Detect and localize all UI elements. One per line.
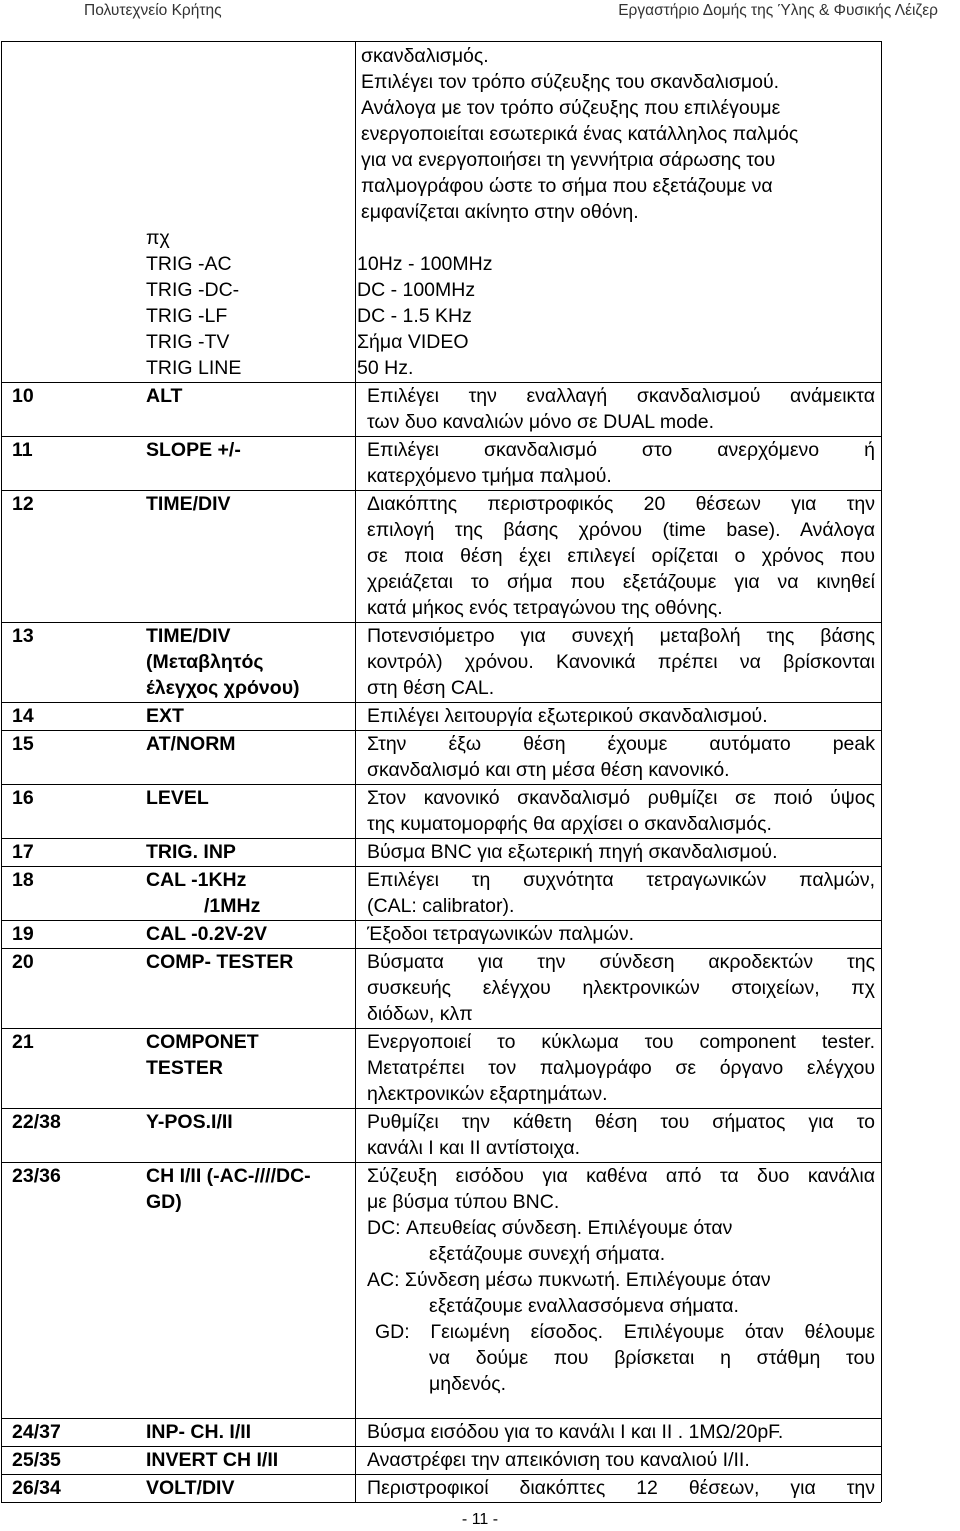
description-line: με βύσμα τύπου BNC. [367, 1191, 560, 1213]
control-name: SLOPE +/- [146, 439, 241, 461]
continuation-text-line: Επιλέγει τον τρόπο σύζευξης του σκανδαλισμού. [361, 71, 780, 93]
control-name: /1MHz [204, 895, 261, 917]
control-description [367, 731, 875, 783]
description-line: Επιλέγει λειτουργία εξωτερικού σκανδαλισμού. [367, 705, 768, 727]
row-number: 26/34 [12, 1477, 61, 1499]
column-divider [355, 41, 356, 382]
column-divider [355, 622, 356, 702]
column-divider [355, 436, 356, 490]
column-divider [355, 730, 356, 784]
trig-mode-name: TRIG -DC- [146, 279, 240, 301]
description-line: Μετατρέπει τον παλμογράφο σε όργανο ελέγχου [367, 1057, 875, 1079]
description-line: Σύζευξη εισόδου για καθένα από τα δυο κανάλια [367, 1165, 875, 1187]
description-line: Έξοδοι τετραγωνικών παλμών. [367, 923, 635, 945]
table-right-border [881, 702, 882, 730]
table-right-border [881, 490, 882, 622]
row-number: 18 [12, 869, 34, 891]
continuation-text-line: ενεργοποιείται εσωτερικά ένας κατάλληλος παλμός [361, 123, 799, 145]
description-line: εξετάζουμε εναλλασσόμενα σήματα. [429, 1295, 739, 1317]
table-right-border [881, 1028, 882, 1108]
table-left-border [1, 866, 2, 920]
description-line: μηδενός. [429, 1373, 507, 1395]
continuation-text-line: σκανδαλισμός. [361, 45, 489, 67]
description-line: σκανδαλισμό και στη μέσα θέση κανονικό. [367, 759, 730, 781]
description-line: κατά μήκος ενός τετραγώνου της οθόνης. [367, 597, 723, 619]
table-top-border [1, 41, 881, 42]
trig-mode-name: TRIG -TV [146, 331, 230, 353]
trig-mode-name: TRIG LINE [146, 357, 242, 379]
table-left-border [1, 948, 2, 1028]
table-left-border [1, 1028, 2, 1108]
table-right-border [881, 622, 882, 702]
table-left-border [1, 730, 2, 784]
description-line: GD: Γειωμένη είσοδος. Επιλέγουμε όταν θέλουμε [375, 1321, 875, 1343]
description-line: κοντρόλ) χρόνου. Κανονικά πρέπει να βρίσκονται [367, 651, 875, 673]
trig-mode-range: 50 Hz. [357, 357, 414, 379]
description-line: Ποτενσιόμετρο για συνεχή μεταβολή της βάσης [367, 625, 875, 647]
table-left-border [1, 920, 2, 948]
description-line: διόδων, κλπ [367, 1003, 473, 1025]
description-line: Επιλέγει τη συχνότητα τετραγωνικών παλμών, [367, 869, 875, 891]
row-number: 25/35 [12, 1449, 61, 1471]
description-line: Περιστροφικοί διακόπτες 12 θέσεων, για την [367, 1477, 875, 1499]
control-description [367, 949, 875, 1027]
description-line: της κυματομορφής θα αρχίσει ο σκανδαλισμός. [367, 813, 772, 835]
table-bottom-border [1, 1502, 881, 1503]
description-line: Στον κανονικό σκανδαλισμό ρυθμίζει σε ποιό ύψος [367, 787, 875, 809]
row-number: 21 [12, 1031, 34, 1053]
control-name: INP- CH. I/II [146, 1421, 252, 1443]
control-description [367, 921, 875, 947]
table-left-border [1, 41, 2, 382]
table-right-border [881, 920, 882, 948]
control-name: COMP- TESTER [146, 951, 294, 973]
control-name: EXT [146, 705, 184, 727]
description-line: συσκευής ελέγχου ηλεκτρονικών στοιχείων, πχ [367, 977, 875, 999]
row-number: 16 [12, 787, 34, 809]
table-left-border [1, 1446, 2, 1474]
control-name: έλεγχος χρόνου) [146, 677, 300, 699]
row-number: 23/36 [12, 1165, 61, 1187]
control-name: CH I/II (-AC-////DC- [146, 1165, 311, 1187]
row-number: 14 [12, 705, 34, 727]
control-description [367, 703, 875, 729]
control-name: ALT [146, 385, 183, 407]
description-line: ηλεκτρονικών εξαρτημάτων. [367, 1083, 608, 1105]
control-description [367, 623, 875, 701]
table-right-border [881, 1108, 882, 1162]
row-number: 10 [12, 385, 34, 407]
column-divider [355, 1418, 356, 1446]
control-description [367, 1447, 875, 1473]
description-line: Ρυθμίζει την κάθετη θέση του σήματος για το [367, 1111, 875, 1133]
description-line: Διακόπτης περιστροφικός 20 θέσεων για την [367, 493, 875, 515]
row-number: 12 [12, 493, 34, 515]
table-left-border [1, 382, 2, 436]
control-name: (Μεταβλητός [146, 651, 264, 673]
row-number: 13 [12, 625, 34, 647]
control-description [367, 785, 875, 837]
row-number: 15 [12, 733, 34, 755]
table-right-border [881, 1446, 882, 1474]
column-divider [355, 702, 356, 730]
table-left-border [1, 838, 2, 866]
description-line: Επιλέγει την εναλλαγή σκανδαλισμού ανάμεικτα [367, 385, 875, 407]
description-line: Επιλέγει σκανδαλισμό στο ανερχόμενο ή [367, 439, 875, 461]
description-line: των δυο καναλιών μόνο σε DUAL mode. [367, 411, 715, 433]
control-name: TRIG. INP [146, 841, 236, 863]
control-name: AT/NORM [146, 733, 236, 755]
description-line: χρειάζεται το σήμα που εξετάζουμε για να κινηθεί [367, 571, 875, 593]
control-description [367, 1109, 875, 1161]
table-left-border [1, 784, 2, 838]
column-divider [355, 1108, 356, 1162]
control-name: Y-POS.I/II [146, 1111, 233, 1133]
table-right-border [881, 784, 882, 838]
trig-mode-range: DC - 100MHz [357, 279, 476, 301]
control-description [367, 1475, 875, 1501]
header-left-institution: Πολυτεχνείο Κρήτης [84, 2, 222, 19]
column-divider [355, 838, 356, 866]
column-divider [355, 1446, 356, 1474]
table-left-border [1, 490, 2, 622]
table-left-border [1, 1162, 2, 1418]
description-line: Αναστρέφει την απεικόνιση του καναλιού I/II. [367, 1449, 750, 1471]
control-description [367, 867, 875, 919]
table-right-border [881, 866, 882, 920]
table-right-border [881, 1418, 882, 1446]
description-line: Στην έξω θέση έχουμε αυτόματο peak [367, 733, 875, 755]
column-divider [355, 1028, 356, 1108]
description-line: DC: Απευθείας σύνδεση. Επιλέγουμε όταν [367, 1217, 733, 1239]
description-line: κανάλι I και II αντίστοιχα. [367, 1137, 581, 1159]
table-right-border [881, 1162, 882, 1418]
table-left-border [1, 622, 2, 702]
header-right-lab: Εργαστήριο Δομής της Ύλης & Φυσικής Λέιζερ [618, 2, 938, 19]
column-divider [355, 784, 356, 838]
control-name: TIME/DIV [146, 493, 231, 515]
description-line: Βύσμα εισόδου για το κανάλι I και II . 1MΩ/20pF. [367, 1421, 784, 1443]
description-line: στη θέση CAL. [367, 677, 495, 699]
continuation-text-line: παλμογράφου ώστε το σήμα που εξετάζουμε να [361, 175, 773, 197]
description-line: Ενεργοποιεί το κύκλωμα του component tester. [367, 1031, 875, 1053]
description-line: επιλογή της βάσης χρόνου (time base). Ανάλογα [367, 519, 875, 541]
control-description [367, 437, 875, 489]
control-name: TESTER [146, 1057, 223, 1079]
control-name: COMPONET [146, 1031, 259, 1053]
table-left-border [1, 1474, 2, 1502]
control-name: CAL -1KHz [146, 869, 247, 891]
table-right-border [881, 1474, 882, 1502]
row-number: 20 [12, 951, 34, 973]
column-divider [355, 1162, 356, 1418]
description-line: (CAL: calibrator). [367, 895, 515, 917]
description-line: Βύσμα BNC για εξωτερική πηγή σκανδαλισμού. [367, 841, 778, 863]
control-name: TIME/DIV [146, 625, 231, 647]
continuation-text-line: για να ενεργοποιήσει τη γεννήτρια σάρωσης του [361, 149, 776, 171]
row-number: 22/38 [12, 1111, 61, 1133]
control-name: CAL -0.2V-2V [146, 923, 268, 945]
control-name: VOLT/DIV [146, 1477, 235, 1499]
table-right-border [881, 948, 882, 1028]
control-description [367, 839, 875, 865]
description-line: AC: Σύνδεση μέσω πυκνωτή. Επιλέγουμε όταν [367, 1269, 771, 1291]
column-divider [355, 490, 356, 622]
trig-mode-range: DC - 1.5 KHz [357, 305, 472, 327]
description-line: Βύσματα για την σύνδεση ακροδεκτών της [367, 951, 875, 973]
control-description [367, 491, 875, 621]
table-right-border [881, 41, 882, 382]
control-description [367, 1029, 875, 1107]
column-divider [355, 948, 356, 1028]
trig-mode-name: TRIG -AC [146, 253, 232, 275]
table-right-border [881, 382, 882, 436]
column-divider [355, 920, 356, 948]
table-left-border [1, 1418, 2, 1446]
table-left-border [1, 702, 2, 730]
control-description [367, 383, 875, 435]
table-right-border [881, 730, 882, 784]
continuation-text-line: Ανάλογα με τον τρόπο σύζευξης που επιλέγουμε [361, 97, 781, 119]
row-number: 19 [12, 923, 34, 945]
table-left-border [1, 436, 2, 490]
trig-mode-name: TRIG -LF [146, 305, 228, 327]
control-description [367, 1419, 875, 1445]
description-line: εξετάζουμε συνεχή σήματα. [429, 1243, 666, 1265]
examples-label: πχ [146, 227, 170, 249]
row-number: 17 [12, 841, 34, 863]
description-line: κατερχόμενο τμήμα παλμού. [367, 465, 612, 487]
column-divider [355, 382, 356, 436]
control-name: LEVEL [146, 787, 209, 809]
table-left-border [1, 1108, 2, 1162]
page-number: - 11 - [461, 1511, 499, 1528]
trig-mode-range: Σήμα VIDEO [357, 331, 469, 353]
control-name: INVERT CH I/II [146, 1449, 279, 1471]
row-number: 11 [12, 439, 33, 461]
continuation-text-line: εμφανίζεται ακίνητο στην οθόνη. [361, 201, 639, 223]
column-divider [355, 866, 356, 920]
table-right-border [881, 436, 882, 490]
table-right-border [881, 838, 882, 866]
column-divider [355, 1474, 356, 1502]
trig-mode-range: 10Hz - 100MHz [357, 253, 493, 275]
control-description [367, 1163, 875, 1397]
row-number: 24/37 [12, 1421, 61, 1443]
control-name: GD) [146, 1191, 182, 1213]
description-line: να δούμε που βρίσκεται η στάθμη του [429, 1347, 875, 1369]
description-line: σε ποια θέση έχει επιλεγεί ορίζεται ο χρόνος που [367, 545, 875, 567]
